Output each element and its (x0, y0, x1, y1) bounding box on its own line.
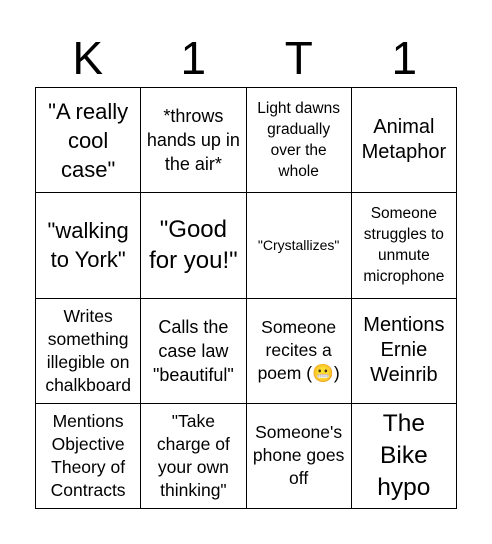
bingo-cell[interactable]: Light dawns gradually over the whole (247, 88, 352, 193)
bingo-cell[interactable]: "walking to York" (36, 193, 141, 298)
bingo-cell[interactable]: Calls the case law "beautiful" (141, 299, 246, 404)
bingo-header (35, 30, 457, 86)
bingo-cell[interactable]: *throws hands up in the air* (141, 88, 246, 193)
bingo-cell[interactable]: Animal Metaphor (352, 88, 457, 193)
bingo-cell[interactable]: "Crystallizes" (247, 193, 352, 298)
header-letter-1: K (72, 32, 104, 84)
bingo-cell[interactable]: The Bike hypo (352, 404, 457, 509)
bingo-cell[interactable]: Mentions Objective Theory of Contracts (36, 404, 141, 509)
bingo-cell[interactable]: Someone's phone goes off (247, 404, 352, 509)
bingo-cell[interactable]: Writes something illegible on chalkboard (36, 299, 141, 404)
bingo-cell[interactable]: Someone recites a poem (😬) (247, 299, 352, 404)
bingo-cell[interactable]: Mentions Ernie Weinrib (352, 299, 457, 404)
header-letter-2: 1 (180, 32, 207, 84)
bingo-cell[interactable]: "Good for you!" (141, 193, 246, 298)
bingo-grid (35, 87, 457, 509)
bingo-cell[interactable]: "Take charge of your own thinking" (141, 404, 246, 509)
header-letter-3: T (284, 32, 313, 84)
header-letter-4: 1 (391, 32, 418, 84)
bingo-cell[interactable]: "A really cool case" (36, 88, 141, 193)
bingo-cell[interactable]: Someone struggles to unmute microphone (352, 193, 457, 298)
